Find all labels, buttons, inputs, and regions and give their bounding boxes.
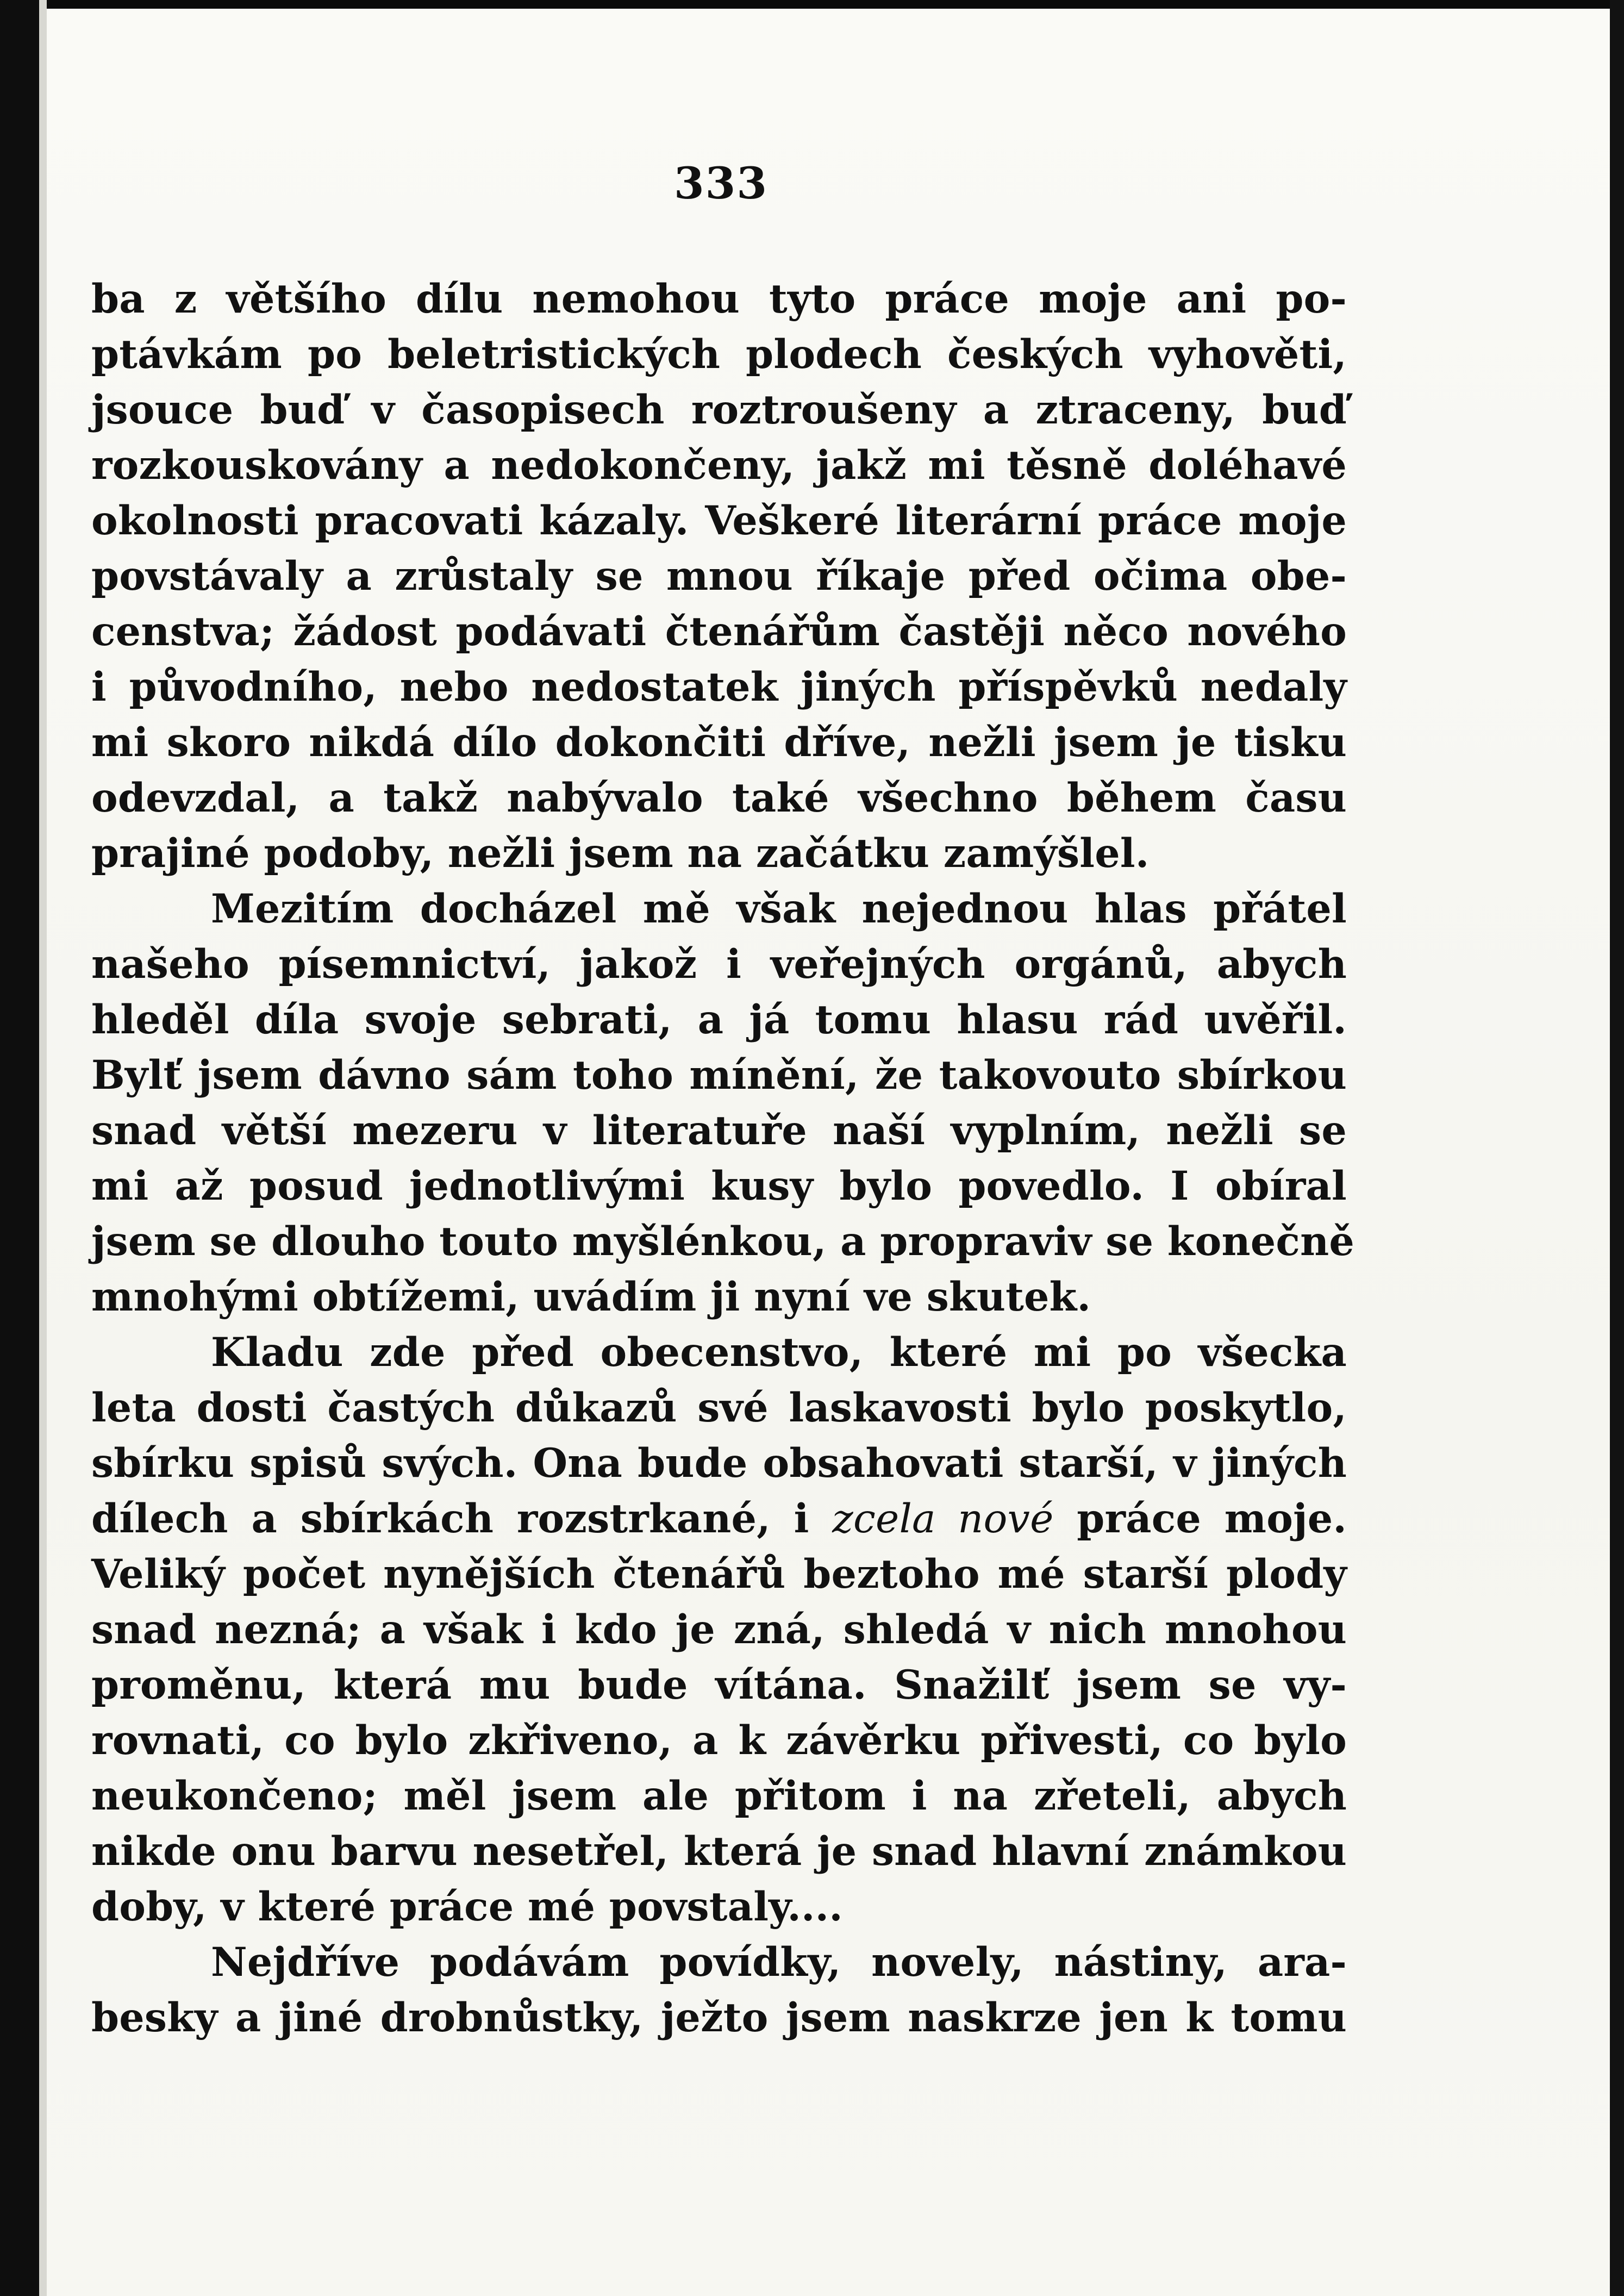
text-segment: dílech a sbírkách rozstrkané, i <box>91 1495 833 1542</box>
text-line-paragraph-start: Kladu zde před obecenstvo, které mi po všecka <box>211 1329 1347 1376</box>
text-line-paragraph-start: Mezitím docházel mě však nejednou hlas přátel <box>211 885 1347 932</box>
text-line: ba z většího dílu nemohou tyto práce moje ani po- <box>91 276 1347 322</box>
text-line: rozkouskovány a nedokončeny, jakž mi těsně doléhavé <box>91 442 1347 489</box>
text-line-paragraph-end: mnohými obtížemi, uvádím ji nyní ve skutek. <box>91 1274 1091 1320</box>
text-line: i původního, nebo nedostatek jiných příspěvků nedaly <box>91 664 1347 710</box>
text-line: odevzdal, a takž nabývalo také všechno během času <box>91 775 1347 821</box>
text-line: Veliký počet nynějších čtenářů beztoho mé starší plody <box>91 1551 1347 1598</box>
italic-emphasis: zcela nové <box>832 1496 1054 1542</box>
text-line: hleděl díla svoje sebrati, a já tomu hlasu rád uvěřil. <box>91 996 1347 1043</box>
text-line: mi až posud jednotlivými kusy bylo povedlo. I obíral <box>91 1163 1347 1209</box>
text-line: besky a jiné drobnůstky, ježto jsem naskrze jen k tomu <box>91 1994 1347 2041</box>
scan-border-right <box>1610 0 1624 2296</box>
text-line-paragraph-end: prajiné podoby, nežli jsem na začátku zamýšlel. <box>91 830 1150 877</box>
text-line: leta dosti častých důkazů své laskavosti bylo poskytlo, <box>91 1384 1347 1431</box>
text-line: okolnosti pracovati kázaly. Veškeré literární práce moje <box>91 497 1347 544</box>
scan-border-top <box>0 0 1624 9</box>
text-line: rovnati, co bylo zkřiveno, a k závěrku přivesti, co bylo <box>91 1717 1347 1764</box>
text-line-with-italic <box>91 1492 1347 1546</box>
text-segment: práce moje. <box>1053 1495 1347 1542</box>
text-line: sbírku spisů svých. Ona bude obsahovati starší, v jiných <box>91 1440 1347 1487</box>
text-line: neukončeno; měl jsem ale přitom i na zřeteli, abych <box>91 1773 1347 1819</box>
text-line-paragraph-end: doby, v které práce mé povstaly.... <box>91 1883 843 1930</box>
text-line: mi skoro nikdá dílo dokončiti dříve, nežli jsem je tisku <box>91 719 1347 766</box>
text-line: Bylť jsem dávno sám toho mínění, že takovouto sbírkou <box>91 1052 1347 1099</box>
text-line: nikde onu barvu nesetřel, která je snad hlavní známkou <box>91 1828 1347 1875</box>
text-line: jsem se dlouho touto myšlénkou, a propraviv se konečně <box>91 1218 1354 1265</box>
scan-border-left <box>0 0 39 2296</box>
text-line: ptávkám po beletristických plodech českých vyhověti, <box>91 331 1347 378</box>
text-line: jsouce buď v časopisech roztroušeny a ztraceny, buď <box>91 386 1347 433</box>
page-number: 333 <box>674 158 768 209</box>
text-line: našeho písemnictví, jakož i veřejných orgánů, abych <box>91 941 1347 988</box>
scan-border-left-edge <box>39 0 47 2296</box>
text-line: snad větší mezeru v literatuře naší vyplním, nežli se <box>91 1107 1347 1154</box>
text-line: censtva; žádost podávati čtenářům častěji něco nového <box>91 608 1347 655</box>
text-line-paragraph-start: Nejdříve podávám povídky, novely, nástiny, ara- <box>211 1939 1347 1986</box>
text-line: snad nezná; a však i kdo je zná, shledá v nich mnohou <box>91 1606 1347 1653</box>
text-line: proměnu, která mu bude vítána. Snažilť jsem se vy- <box>91 1662 1347 1708</box>
text-line: povstávaly a zrůstaly se mnou říkaje před očima obe- <box>91 553 1347 600</box>
